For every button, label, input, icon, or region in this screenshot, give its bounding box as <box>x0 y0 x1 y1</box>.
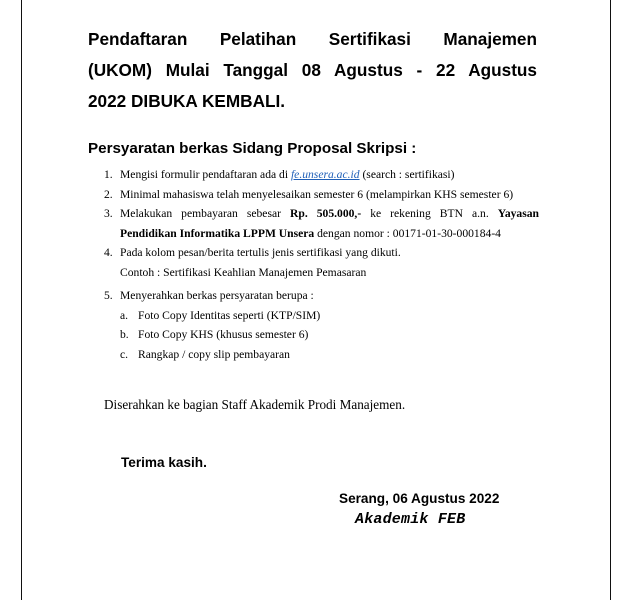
item-text: ke rekening BTN a.n. <box>361 207 498 220</box>
item-text: Melakukan pembayaran sebesar <box>120 207 290 220</box>
list-number: 1. <box>104 168 113 181</box>
sub-list-letter: c. <box>120 347 129 361</box>
list-item-4 <box>104 243 539 282</box>
example-text: Contoh : Sertifikasi Keahlian Manajemen Pemasaran <box>120 265 367 279</box>
sub-list-letter: a. <box>120 308 129 322</box>
closing-note: Diserahkan ke bagian Staff Akademik Prodi Manajemen. <box>104 397 406 412</box>
list-number: 4. <box>104 246 113 259</box>
sub-item-text: Foto Copy Identitas seperti (KTP/SIM) <box>138 308 321 322</box>
list-number: 3. <box>104 207 113 220</box>
website-link[interactable]: fe.unsera.ac.id <box>290 168 360 181</box>
item-text: Mengisi formulir pendaftaran ada di <box>120 168 291 181</box>
signatory: Akademik FEB <box>355 511 466 528</box>
item-text: Pada kolom pesan/berita tertulis jenis sertifikasi yang dikuti. <box>120 246 401 259</box>
item-text: Minimal mahasiswa telah menyelesaikan semester 6 (melampirkan KHS semester 6) <box>120 187 514 201</box>
foundation-name: Pendidikan Informatika LPPM Unsera <box>120 226 315 240</box>
heading-line-1: Pendaftaran Pelatihan Sertifikasi Manajemen <box>88 29 537 49</box>
thanks-text: Terima kasih. <box>121 455 207 470</box>
heading-line-2: (UKOM) Mulai Tanggal 08 Agustus - 22 Agustus <box>88 60 537 80</box>
list-number: 2. <box>104 187 113 201</box>
sub-item-text: Foto Copy KHS (khusus semester 6) <box>138 328 309 341</box>
place-date: Serang, 06 Agustus 2022 <box>339 491 500 506</box>
item-text: (search : sertifikasi) <box>359 168 455 181</box>
sub-item-text: Rangkap / copy slip pembayaran <box>138 347 290 361</box>
announcement-heading <box>88 24 537 117</box>
list-item-1 <box>104 165 539 185</box>
requirements-list <box>104 165 539 364</box>
item-text: Menyerahkan berkas persyaratan berupa : <box>120 289 314 302</box>
list-item-2 <box>104 185 539 205</box>
list-item-3 <box>104 204 539 243</box>
heading-line-3: 2022 DIBUKA KEMBALI. <box>88 91 286 111</box>
sub-list-item <box>120 306 539 326</box>
list-number: 5. <box>104 289 113 302</box>
foundation-name: Yayasan <box>497 207 539 220</box>
account-number: dengan nomor : 00171-01-30-000184-4 <box>314 226 501 240</box>
sub-list-letter: b. <box>120 328 129 341</box>
payment-amount: Rp. 505.000,- <box>290 207 362 220</box>
requirements-title: Persyaratan berkas Sidang Proposal Skripsi : <box>88 140 417 157</box>
sub-list-item <box>120 345 539 365</box>
sub-list-item <box>120 325 539 345</box>
list-item-5 <box>104 286 539 364</box>
